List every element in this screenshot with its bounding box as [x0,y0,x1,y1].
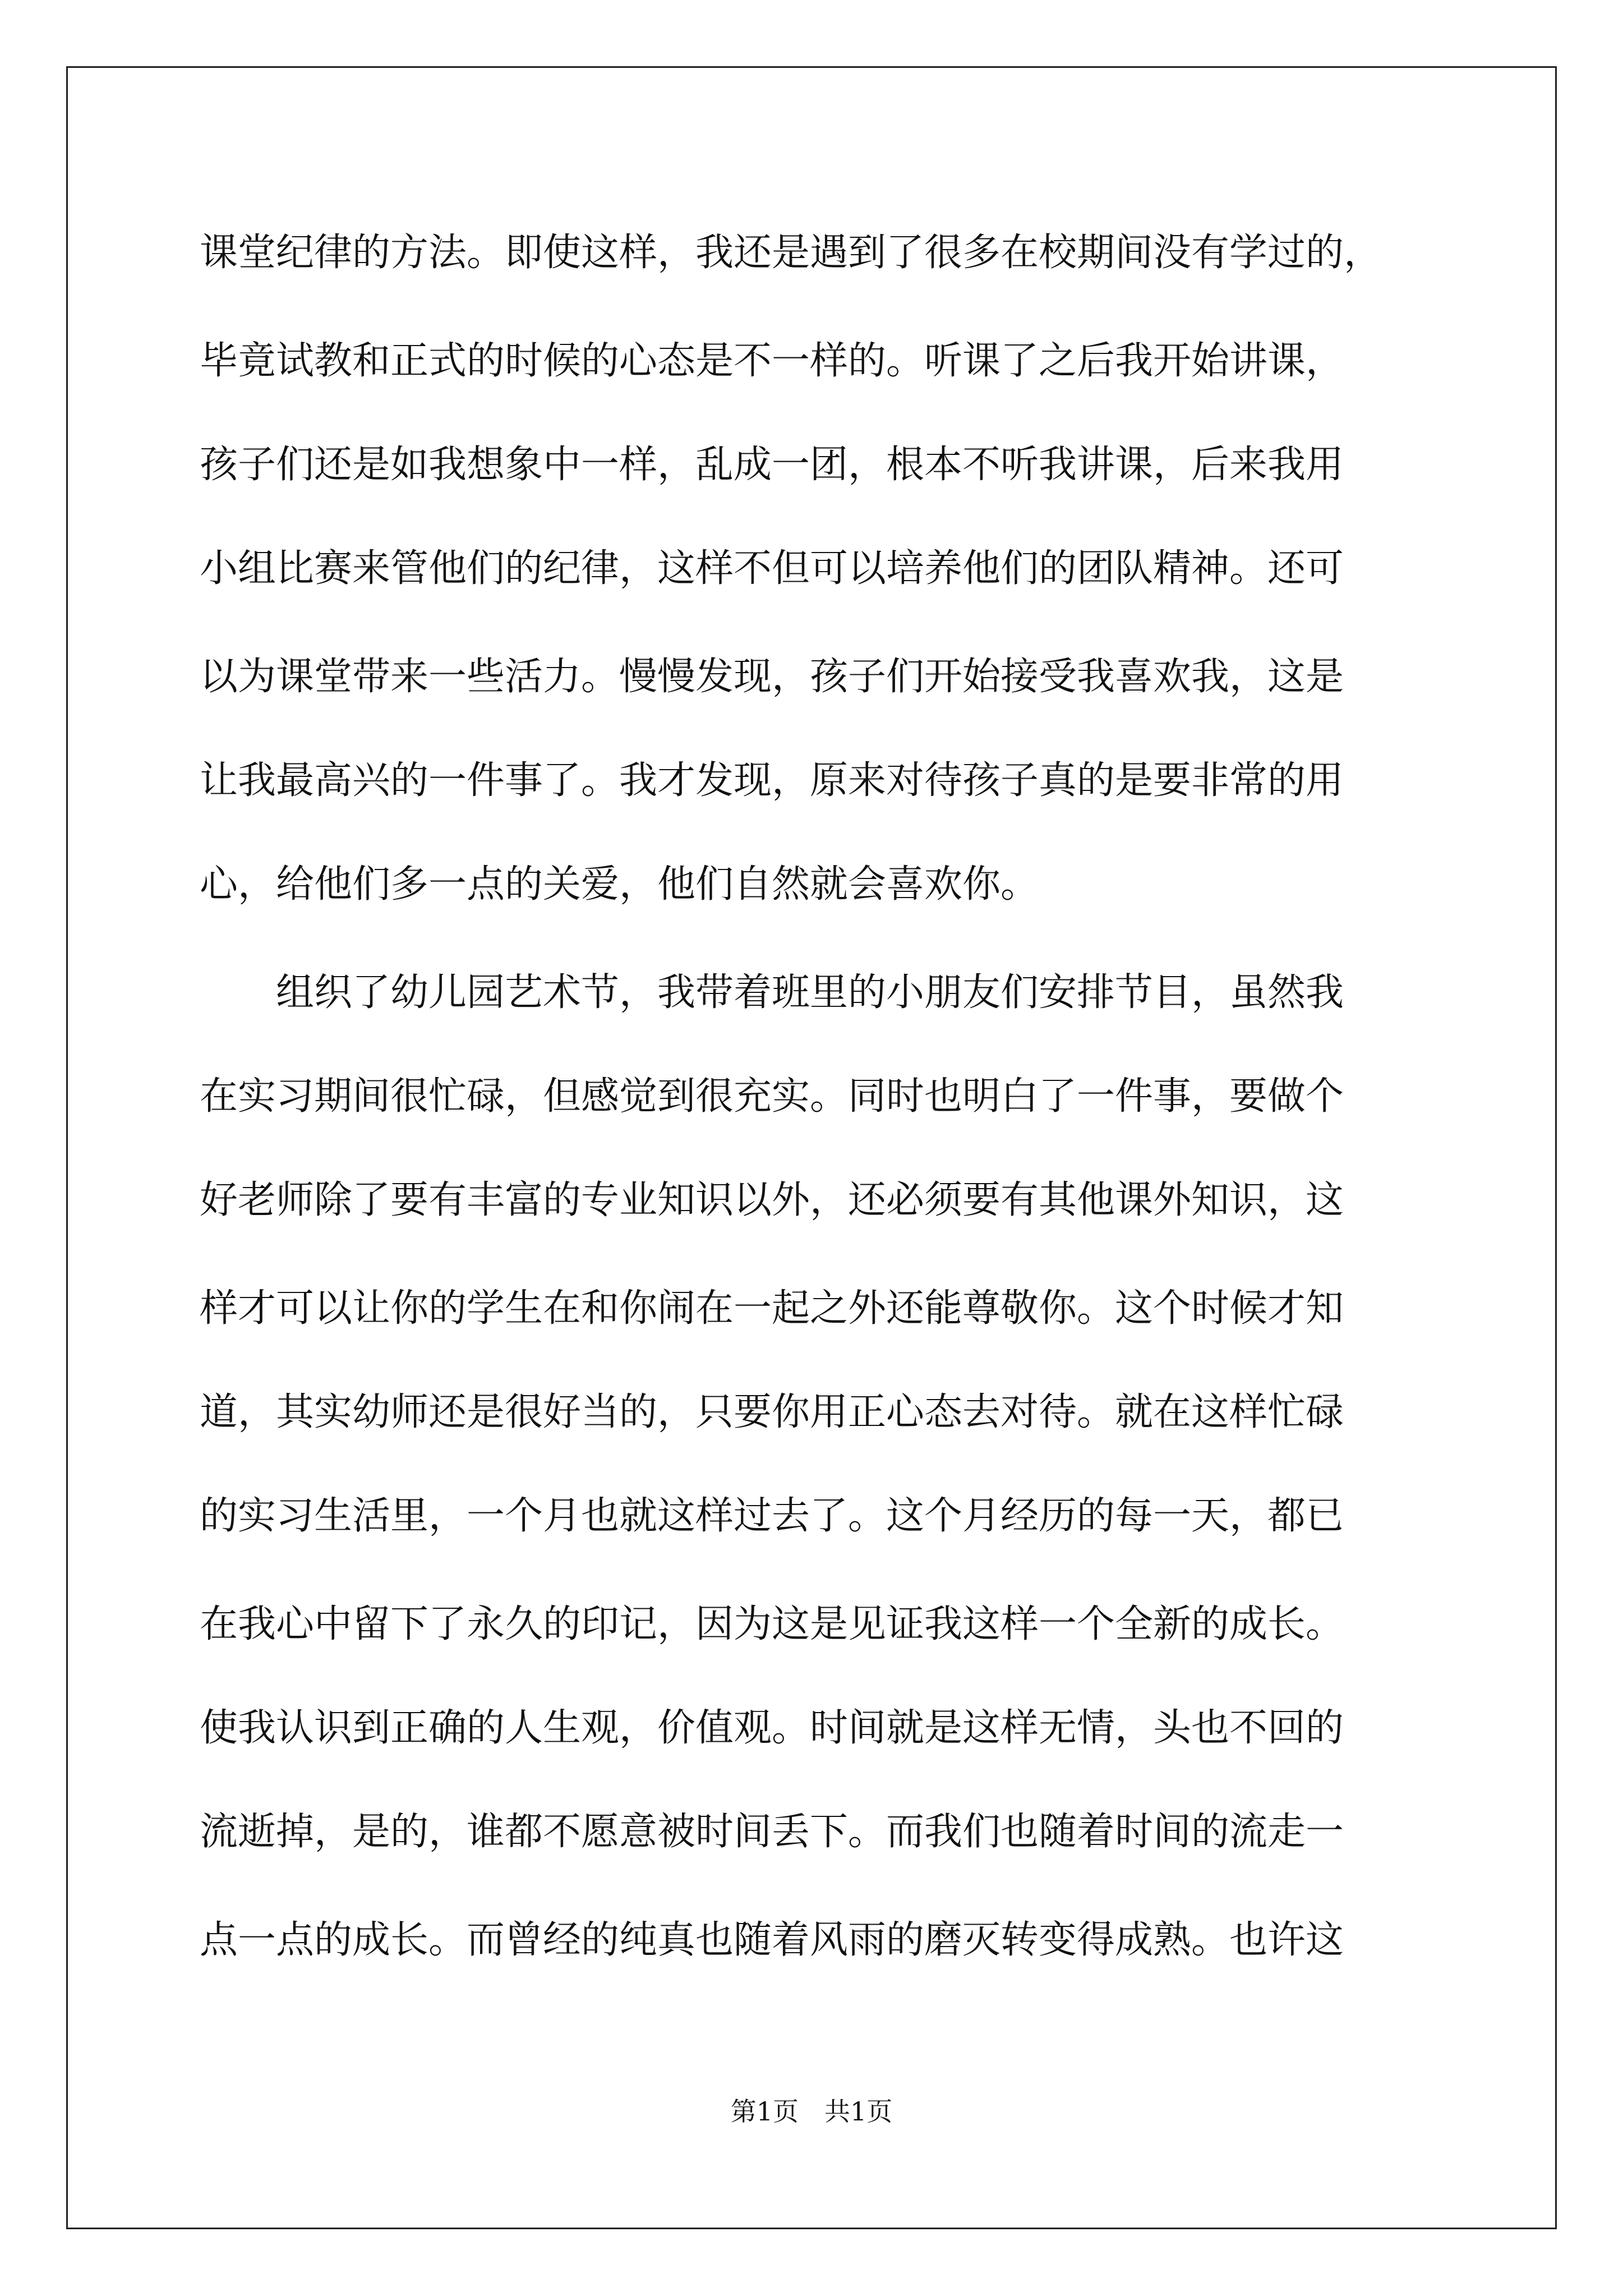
text-line: 孩子们还是如我想象中一样，乱成一团，根本不听我讲课，后来我用 [200,443,1344,487]
text-line: 心，给他们多一点的关爱，他们自然就会喜欢你。 [200,862,1039,907]
text-line: 小组比赛来管他们的纪律，这样不但可以培养他们的团队精神。还可 [200,546,1344,591]
text-line: 课堂纪律的方法。即使这样，我还是遇到了很多在校期间没有学过的， [200,231,1382,275]
text-line: 道，其实幼师还是很好当的，只要你用正心态去对待。就在这样忙碌 [200,1390,1344,1434]
text-line: 以为课堂带来一些活力。慢慢发现，孩子们开始接受我喜欢我，这是 [200,655,1344,699]
text-line: 在我心中留下了永久的印记，因为这是见证我这样一个全新的成长。 [200,1602,1344,1646]
page-border [66,66,1557,2229]
text-line: 样才可以让你的学生在和你闹在一起之外还能尊敬你。这个时候才知 [200,1286,1344,1331]
text-line: 毕竟试教和正式的时候的心态是不一样的。听课了之后我开始讲课， [200,339,1344,383]
text-line: 让我最高兴的一件事了。我才发现，原来对待孩子真的是要非常的用 [200,758,1344,803]
text-line: 的实习生活里，一个月也就这样过去了。这个月经历的每一天，都已 [200,1494,1344,1538]
text-line: 组织了幼儿园艺术节，我带着班里的小朋友们安排节目，虽然我 [200,970,1344,1015]
page-number-footer: 第1页 共1页 [730,2096,893,2127]
text-line: 使我认识到正确的人生观，价值观。时间就是这样无情，头也不回的 [200,1706,1344,1750]
text-line: 在实习期间很忙碌，但感觉到很充实。同时也明白了一件事，要做个 [200,1074,1344,1119]
text-line: 好老师除了要有丰富的专业知识以外，还必须要有其他课外知识，这 [200,1178,1344,1222]
text-line: 点一点的成长。而曾经的纯真也随着风雨的磨灭转变得成熟。也许这 [200,1918,1344,1962]
text-line: 流逝掉，是的，谁都不愿意被时间丢下。而我们也随着时间的流走一 [200,1810,1344,1854]
